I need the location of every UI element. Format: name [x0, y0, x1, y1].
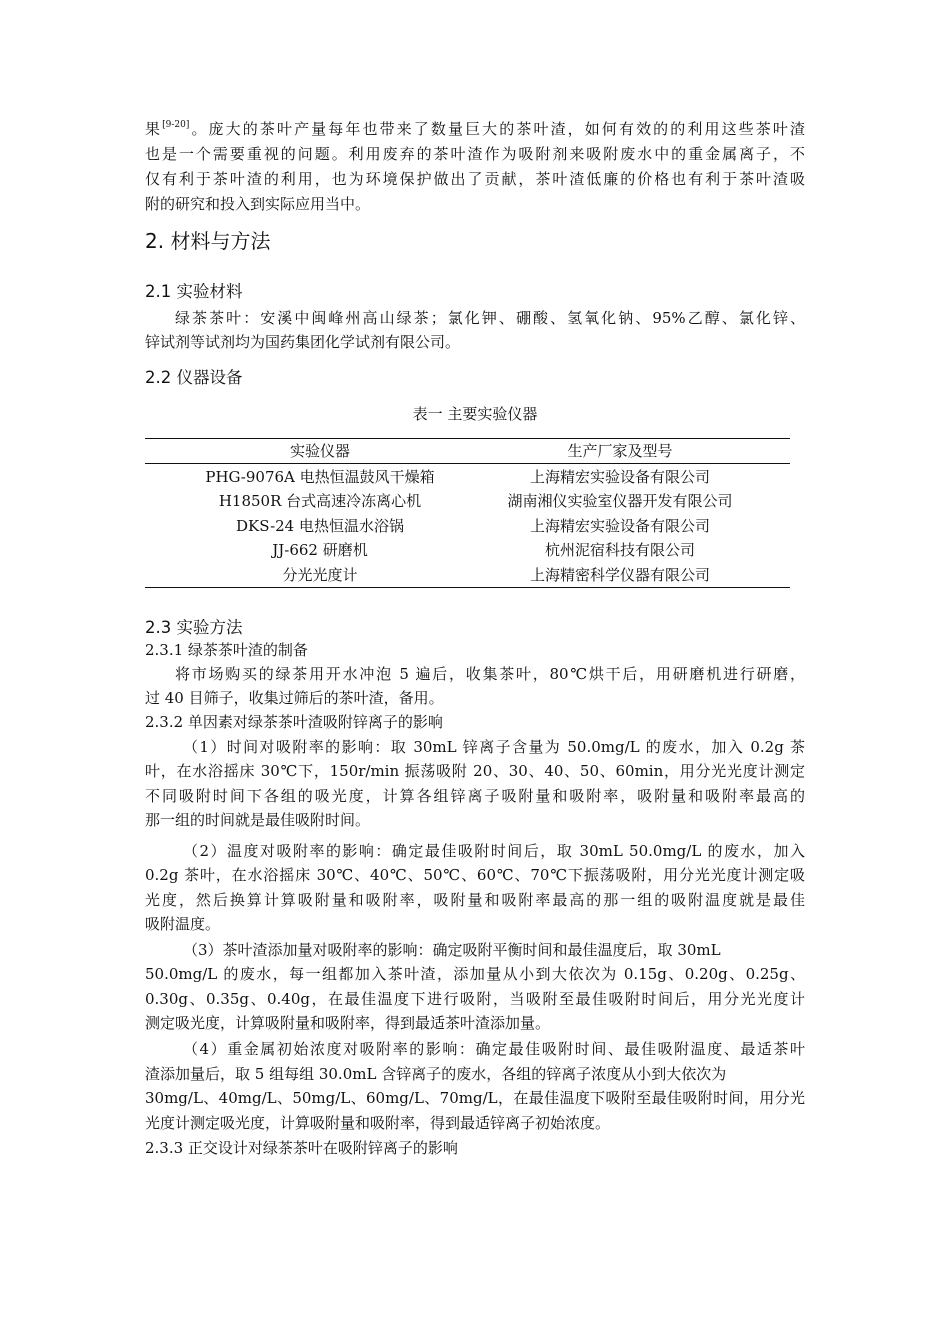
table-cell: 杭州泥宿科技有限公司 [544, 541, 696, 559]
table-cell: DKS-24 电热恒温水浴锅 [236, 517, 404, 535]
text-line: （3）茶叶渣添加量对吸附率的影响：确定吸附平衡时间和最佳温度后，取 30mL [183, 941, 721, 959]
text-line: 测定吸光度，计算吸附量和吸附率，得到最适茶叶渣添加量。 [145, 1014, 551, 1032]
sub-subsection-heading: 2.3.2 单因素对绿茶茶叶渣吸附锌离子的影响 [145, 713, 443, 731]
sub-subsection-heading: 2.3.1 绿茶茶叶渣的制备 [145, 641, 308, 659]
text-line: 也是一个需要重视的问题。利用废弃的茶叶渣作为吸附剂来吸附废水中的重金属离子，不 [145, 145, 805, 163]
text-line: （1）时间对吸附率的影响：取 30mL 锌离子含量为 50.0mg/L 的废水，加入 0.2g 茶 [183, 738, 805, 756]
table-bottom-rule [145, 587, 790, 588]
table-header-rule [145, 463, 790, 464]
table-cell: 湖南湘仪实验室仪器开发有限公司 [507, 492, 733, 510]
table-cell: 上海精宏实验设备有限公司 [529, 468, 711, 486]
text-line [145, 119, 805, 139]
table-cell: 分光光度计 [282, 566, 358, 584]
text-line: 30mg/L、40mg/L、50mg/L、60mg/L、70mg/L，在最佳温度下吸附至最佳吸附时间，用分光 [145, 1089, 805, 1107]
text-line: 吸附温度。 [145, 915, 221, 933]
text-line: 叶，在水浴摇床 30℃下，150r/min 振荡吸附 20、30、40、50、60min，用分光光度计测定 [145, 762, 805, 780]
table-cell: 上海精宏实验设备有限公司 [529, 517, 711, 535]
table-cell: H1850R 台式高速冷冻离心机 [218, 492, 422, 510]
subsection-heading: 2.3 实验方法 [145, 618, 243, 637]
text-line: （2）温度对吸附率的影响：确定最佳吸附时间后，取 30mL 50.0mg/L 的废水，加入 [183, 842, 805, 860]
text-line: 绿茶茶叶：安溪中闽峰州高山绿茶；氯化钾、硼酸、氢氧化钠、95%乙醇、氯化锌、 [175, 309, 805, 327]
text-line: 不同吸附时间下各组的吸光度，计算各组锌离子吸附量和吸附率，吸附量和吸附率最高的 [145, 787, 805, 805]
text-line: （4）重金属初始浓度对吸附率的影响：确定最佳吸附时间、最佳吸附温度、最适茶叶 [183, 1040, 805, 1058]
table-caption: 表一 主要实验仪器 [412, 405, 538, 423]
text-line: 过 40 目筛子，收集过筛后的茶叶渣，备用。 [145, 689, 444, 707]
text-line: 0.30g、0.35g、0.40g，在最佳温度下进行吸附，当吸附至最佳吸附时间后，用分光光度计 [145, 990, 805, 1008]
subsection-heading: 2.2 仪器设备 [145, 368, 243, 387]
citation-ref: [9-20] [162, 120, 190, 130]
table-header: 实验仪器 [289, 442, 351, 460]
text-line: 50.0mg/L 的废水，每一组都加入茶叶渣，添加量从小到大依次为 0.15g、0.20g、0.25g、 [145, 965, 805, 983]
table-cell: JJ-662 研磨机 [272, 541, 368, 559]
text-line: 那一组的时间就是最佳吸附时间。 [145, 811, 371, 829]
text: 果 [145, 120, 163, 138]
text-line: 0.2g 茶叶，在水浴摇床 30℃、40℃、50℃、60℃、70℃下振荡吸附，用分光光度计测定吸 [145, 866, 805, 884]
text-line: 光度计测定吸光度，计算吸附量和吸附率，得到最适锌离子初始浓度。 [145, 1114, 611, 1132]
text-line: 将市场购买的绿茶用开水冲泡 5 遍后，收集茶叶，80℃烘干后，用研磨机进行研磨， [175, 665, 805, 683]
subsection-heading: 2.1 实验材料 [145, 282, 243, 301]
table-top-rule [145, 438, 790, 439]
text: 。庞大的茶叶产量每年也带来了数量巨大的茶叶渣，如何有效的的利用这些茶叶渣 [189, 120, 805, 138]
table-header: 生产厂家及型号 [567, 442, 673, 460]
table-cell: PHG-9076A 电热恒温鼓风干燥箱 [205, 468, 435, 486]
text-line: 锌试剂等试剂均为国药集团化学试剂有限公司。 [145, 333, 461, 351]
section-heading: 2. 材料与方法 [145, 229, 271, 253]
table-cell: 上海精密科学仪器有限公司 [529, 566, 711, 584]
text-line: 仅有利于茶叶渣的利用，也为环境保护做出了贡献，茶叶渣低廉的价格也有利于茶叶渣吸 [145, 170, 805, 188]
text-line: 渣添加量后，取 5 组每组 30.0mL 含锌离子的废水，各组的锌离子浓度从小到大依次为 [145, 1065, 727, 1083]
text-line: 附的研究和投入到实际应用当中。 [145, 195, 371, 213]
text-line: 光度，然后换算计算吸附量和吸附率，吸附量和吸附率最高的那一组的吸附温度就是最佳 [145, 891, 805, 909]
sub-subsection-heading: 2.3.3 正交设计对绿茶茶叶在吸附锌离子的影响 [145, 1139, 458, 1157]
